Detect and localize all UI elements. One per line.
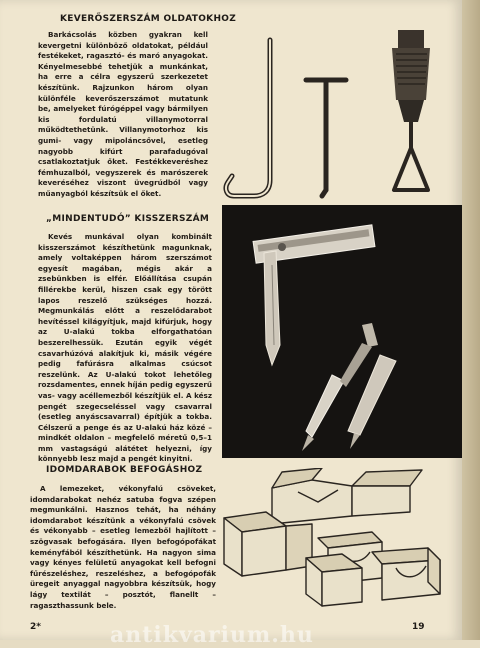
page-edge xyxy=(462,0,480,640)
section3-heading: IDOMDARABOK BEFOGÁSHOZ xyxy=(46,465,203,475)
page-number: 19 xyxy=(412,622,425,632)
clamp-blocks-illustration xyxy=(222,468,462,610)
watermark: antikvarium.hu xyxy=(110,622,314,648)
multitool-illustration xyxy=(222,205,462,458)
section1-heading: KEVERŐSZERSZÁM OLDATOKHOZ xyxy=(60,14,237,24)
section2-heading: „MINDENTUDÓ” KISSZERSZÁM xyxy=(46,214,210,224)
section3-body: A lemezeket, vékonyfalú csöveket, idomdarabokat nehéz satuba fogva szépen megmunkálni. Hasznos tehát, ha néhány idomdarabot készítünk a vékonyfalú csövek és vékonyabb – esetleg lemezből hajlított – szögvasak befogására. Ilyen befogópofákat keményfából készíthetünk. Ha nagyon sima vagy kényes felületű anyagokat kell befogni fűrészeléshez, reszeléshez, a befogópofák üregeit anyaggal nagyobbra készítsük, hogy lágy textilát – posztót, flanellt – ragaszthassunk bele. xyxy=(30,484,216,610)
drill-chuck xyxy=(392,30,430,190)
signature-mark: 2* xyxy=(30,622,41,632)
section1-body: Barkácsolás közben gyakran kell kevergetni különböző oldatokat, például festékeket, ragasztó- és maró anyagokat. Kényelmesebbé tehetjük a munkánkat, ha erre a célra egyszerű szerkezetet készítünk. Rajzunkon három olyan különféle keverőszerszámot mutatunk be, amelyeket fúrógéppel vagy bármilyen kis fordulatú villanymotorral működtethetünk. Villanymotorhoz kis gumi- vagy mipoláncsővel, esetleg nagyobb kifúrt parafadugóval csatlakoztatjuk őket. Festékkeveréshez fémhuzalból, vegyszerek és marószerek keveréséhez viszont üvegrúdból vagy műanyagból készítsük el őket. xyxy=(38,30,208,198)
section2-body: Kevés munkával olyan kombinált kisszerszámot készíthetünk magunknak, amely voltaképpen három szerszámot egyesít magában, mégis akár a zsebünkben is elfér. Előállítása csupán fillérekbe kerül, hiszen csak egy törött lapos reszelő szükséges hozzá. Megmunkálás előtt a reszelődarabot hevítéssel kilágyítjuk, majd kifúrjuk, hogy az U-alakú tokba elforgathatóan beszerelhessük. Ezután egyik végét csavarhúzóvá alakítjuk ki, másik végére pedig fafúrásra alkalmas csúcsot reszelünk. Az U-alakú tokot lehetőleg rozsdamentes, ennek híján pedig egyszerű vas- vagy acéllemezből készítjük el. A kész pengét szegecseléssel vagy csavarral (esetleg anyáscsavarral) építjük a tokba. Célszerű a penge és az U-alakú ház közé – mindkét oldalon – megfelelő méretű 0,5–1 mm vastagságú alátétet helyezni, így könnyebb lesz majd a pengét kinyitni. xyxy=(38,232,212,464)
multitool-photo-panel xyxy=(222,205,462,458)
stirrer-tools-illustration xyxy=(222,30,462,202)
